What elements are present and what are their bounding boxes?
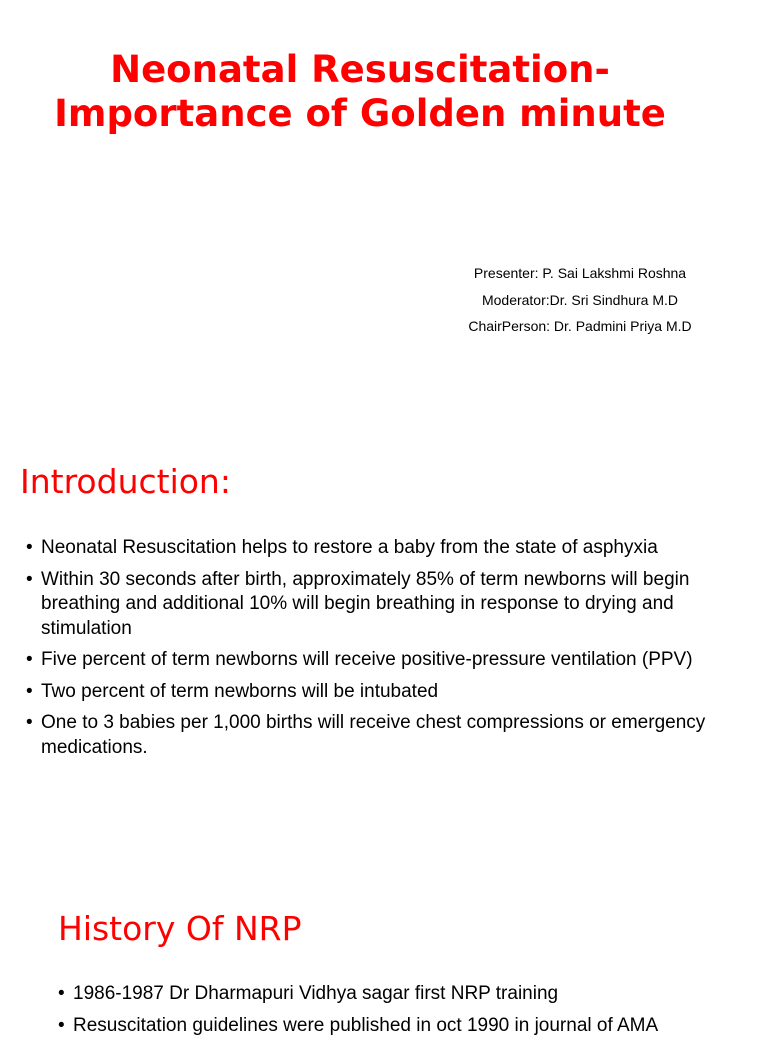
chairperson-line: ChairPerson: Dr. Padmini Priya M.D [468,318,692,334]
list-item [26,648,726,673]
bullet-icon: • [26,537,33,558]
list-item [58,982,758,1007]
list-item [26,711,726,760]
bullet-icon: • [26,712,33,733]
introduction-slide [0,412,768,868]
moderator-line: Moderator:Dr. Sri Sindhura M.D [481,291,679,308]
bullet-text: Resuscitation guidelines were published in oct 1990 in journal of AMA [73,1014,659,1036]
list-item [26,536,726,561]
bullet-text: Within 30 seconds after birth, approximately 85% of term newborns will begin breathing and additional 10% will begin breathing in response to drying and stimulation [41,568,690,639]
history-slide [0,868,768,1036]
bullet-icon: • [58,1014,65,1036]
presenter-credits [400,260,760,340]
title-slide [0,0,768,412]
bullet-icon: • [26,649,33,670]
bullet-icon: • [26,680,33,702]
list-item [58,1014,758,1039]
introduction-bullet-list [26,536,726,767]
list-item [26,568,726,642]
bullet-text: One to 3 babies per 1,000 births will receive chest compressions or emergency medications. [41,712,706,758]
introduction-heading: Introduction: [20,462,231,501]
presenter-line: Presenter: P. Sai Lakshmi Roshna [473,265,687,281]
bullet-text: 1986-1987 Dr Dharmapuri Vidhya sagar first NRP training [73,983,559,1004]
bullet-text: Two percent of term newborns will be intubated [41,680,439,702]
bullet-icon: • [26,568,33,590]
bullet-icon: • [58,983,65,1004]
history-heading: History Of NRP [58,909,302,948]
bullet-text: Neonatal Resuscitation helps to restore a baby from the state of asphyxia [41,537,658,558]
presentation-title: Neonatal Resuscitation- Importance of Golden minute [54,48,666,135]
list-item [26,680,726,705]
history-bullet-list [58,982,758,1045]
bullet-text: Five percent of term newborns will receive positive-pressure ventilation (PPV) [41,649,693,670]
